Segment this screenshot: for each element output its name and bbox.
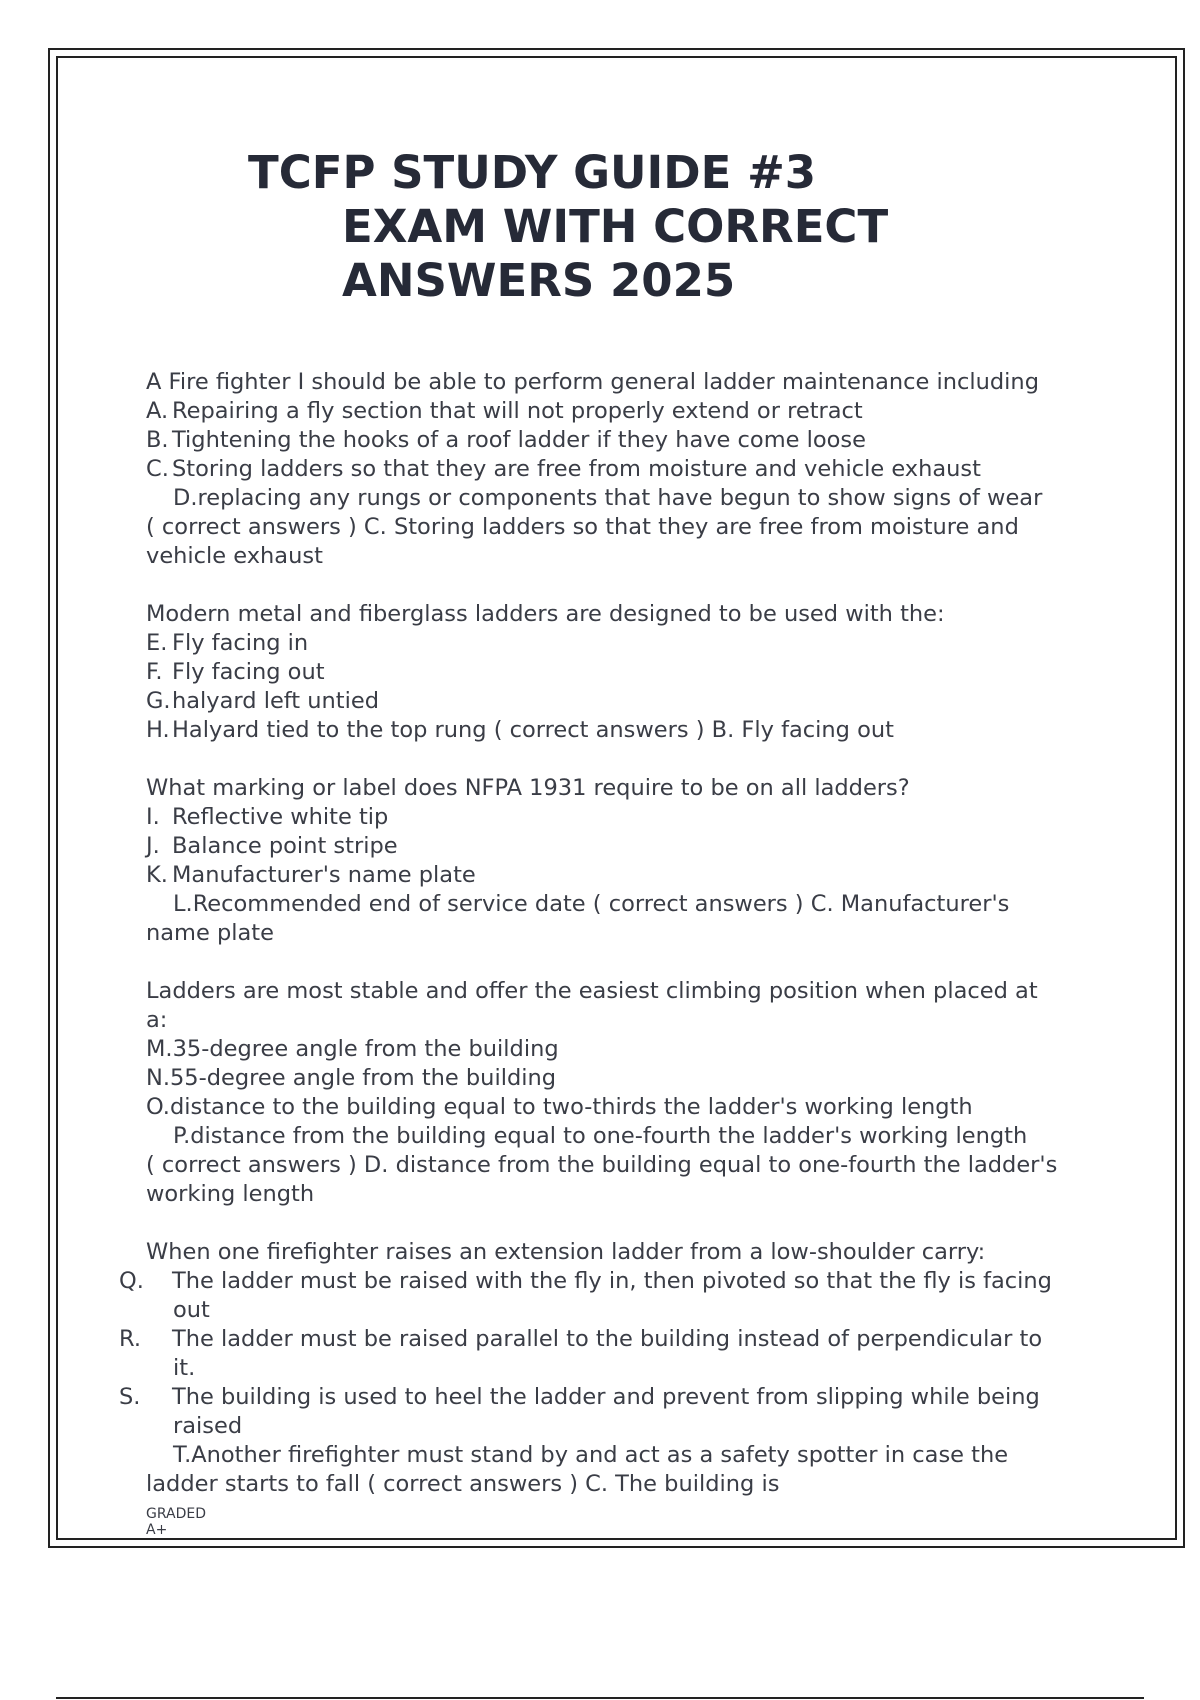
question-4 xyxy=(146,977,1066,1209)
option-r: R. The ladder must be raised parallel to the building instead of perpendicular to it. xyxy=(119,1326,1043,1381)
option-j: J. Balance point stripe xyxy=(146,833,398,859)
option-o: O.distance to the building equal to two-thirds the ladder's working length xyxy=(146,1094,973,1120)
question-1 xyxy=(146,368,1066,571)
correct-answer: ( correct answers ) D. distance from the building equal to one-fourth the ladder's working length xyxy=(146,1152,1058,1207)
option-t: T.Another firefighter must stand by and act as a safety spotter in case the ladder starts to fall ( correct answers ) C. The building is xyxy=(146,1442,1009,1497)
option-a: A. Repairing a fly section that will not properly extend or retract xyxy=(146,398,863,424)
question-2 xyxy=(146,600,1066,745)
correct-answer: ( correct answers ) C. Storing ladders so that they are free from moisture and vehicle exhaust xyxy=(146,514,1019,569)
option-h: H. Halyard tied to the top rung ( correct answers ) B. Fly facing out xyxy=(146,717,894,743)
option-k: K. Manufacturer's name plate xyxy=(146,862,476,888)
option-c: C. Storing ladders so that they are free from moisture and vehicle exhaust xyxy=(146,456,981,482)
option-p: P.distance from the building equal to one-fourth the ladder's working length xyxy=(173,1123,1028,1149)
question-text: What marking or label does NFPA 1931 require to be on all ladders? xyxy=(146,775,910,801)
option-s: S. The building is used to heel the ladder and prevent from slipping while being raised xyxy=(119,1384,1040,1439)
question-text: A Fire fighter I should be able to perform general ladder maintenance including xyxy=(146,369,1039,395)
question-5 xyxy=(119,1238,1066,1499)
stamp-line-2: A+ xyxy=(146,1522,168,1538)
option-l: L.Recommended end of service date ( correct answers ) C. Manufacturer's name plate xyxy=(146,891,1010,946)
option-f: F. Fly facing out xyxy=(146,659,325,685)
option-b: B. Tightening the hooks of a roof ladder if they have come loose xyxy=(146,427,866,453)
question-text: When one firefighter raises an extension ladder from a low-shoulder carry: xyxy=(146,1239,986,1265)
option-d: D.replacing any rungs or components that have begun to show signs of wear xyxy=(173,485,1043,511)
question-text: Ladders are most stable and offer the easiest climbing position when placed at a: xyxy=(146,978,1038,1033)
footer-rule xyxy=(56,1697,1144,1699)
graded-stamp xyxy=(146,1506,206,1538)
option-q: Q. The ladder must be raised with the fly in, then pivoted so that the fly is facing out xyxy=(119,1268,1052,1323)
question-list xyxy=(119,368,1066,1528)
title-line-3: ANSWERS 2025 xyxy=(342,254,736,307)
title-line-1: TCFP STUDY GUIDE #3 xyxy=(248,146,817,199)
title-line-2: EXAM WITH CORRECT xyxy=(342,200,889,253)
option-m: M.35-degree angle from the building xyxy=(146,1036,559,1062)
stamp-line-1: GRADED xyxy=(146,1506,206,1522)
question-3 xyxy=(146,774,1066,948)
option-g: G.halyard left untied xyxy=(146,688,380,714)
question-text: Modern metal and fiberglass ladders are designed to be used with the: xyxy=(146,601,945,627)
option-i: I. Reflective white tip xyxy=(146,804,389,830)
option-e: E. Fly facing in xyxy=(146,630,309,656)
option-n: N.55-degree angle from the building xyxy=(146,1065,557,1091)
